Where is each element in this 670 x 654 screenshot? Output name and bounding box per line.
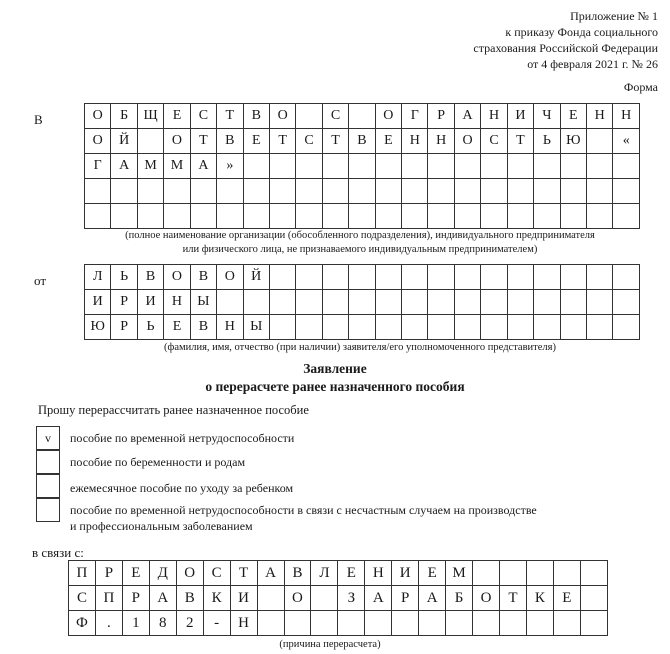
recipient-letter-cell[interactable] (587, 129, 613, 154)
recipient-grid (84, 103, 640, 229)
recipient-letter-cell[interactable] (349, 204, 375, 229)
recipient-letter-cell[interactable]: Т (190, 129, 216, 154)
recipient-letter-cell[interactable]: Й (111, 129, 137, 154)
recipient-letter-cell[interactable] (269, 179, 295, 204)
applicant-letter-cell[interactable] (375, 265, 401, 290)
recipient-letter-cell[interactable]: Е (243, 129, 269, 154)
applicant-letter-cell[interactable]: О (217, 265, 243, 290)
recipient-caption-2: или физического лица, не признаваемого индивидуальным предпринимателем) (182, 244, 538, 255)
applicant-letter-cell[interactable] (428, 315, 454, 340)
reason-letter-cell[interactable] (580, 611, 607, 636)
applicant-letter-cell[interactable]: Л (85, 265, 111, 290)
reason-letter-cell[interactable]: А (257, 561, 284, 586)
recipient-letter-cell[interactable] (481, 179, 507, 204)
reason-letter-cell[interactable]: Е (122, 561, 149, 586)
recipient-letter-cell[interactable] (375, 179, 401, 204)
reason-letter-cell[interactable] (526, 561, 553, 586)
document-title: Заявление (303, 361, 367, 376)
recipient-letter-cell[interactable]: О (164, 129, 190, 154)
recipient-letter-cell[interactable]: Е (560, 104, 586, 129)
applicant-letter-cell[interactable] (243, 290, 269, 315)
applicant-letter-cell[interactable] (454, 265, 480, 290)
applicant-letter-cell[interactable] (269, 265, 295, 290)
recipient-caption-1: (полное наименование организации (обособленного подразделения), индивидуального предпринимателя (125, 230, 595, 241)
applicant-letter-cell[interactable]: Ь (111, 265, 137, 290)
recipient-letter-cell[interactable]: Н (481, 104, 507, 129)
applicant-letter-cell[interactable] (269, 315, 295, 340)
reason-letter-cell[interactable]: И (230, 586, 257, 611)
applicant-letter-cell[interactable]: Р (111, 290, 137, 315)
applicant-letter-cell[interactable] (296, 315, 322, 340)
reason-letter-cell[interactable]: Р (122, 586, 149, 611)
recipient-letter-cell[interactable] (164, 179, 190, 204)
recipient-letter-cell[interactable] (190, 204, 216, 229)
recipient-letter-cell[interactable]: О (375, 104, 401, 129)
recipient-letter-cell[interactable] (243, 204, 269, 229)
reason-letter-cell[interactable] (419, 611, 446, 636)
applicant-letter-cell[interactable] (428, 265, 454, 290)
reason-letter-cell[interactable] (580, 561, 607, 586)
recipient-letter-cell[interactable]: Т (217, 104, 243, 129)
applicant-letter-cell[interactable] (217, 290, 243, 315)
reason-letter-cell[interactable] (553, 561, 580, 586)
recipient-letter-cell[interactable]: А (190, 154, 216, 179)
reason-letter-cell[interactable]: Б (446, 586, 473, 611)
applicant-letter-cell[interactable] (481, 265, 507, 290)
recipient-letter-cell[interactable] (111, 204, 137, 229)
reason-grid (68, 560, 608, 636)
reason-prefix: в связи с: (32, 545, 84, 560)
recipient-prefix: В (34, 112, 43, 127)
reason-letter-cell[interactable] (284, 611, 311, 636)
applicant-letter-cell[interactable] (375, 315, 401, 340)
applicant-letter-cell[interactable]: Ь (137, 315, 163, 340)
applicant-letter-cell[interactable] (428, 290, 454, 315)
applicant-letter-cell[interactable] (402, 265, 428, 290)
recipient-letter-cell[interactable]: « (613, 129, 640, 154)
recipient-letter-cell[interactable]: Г (402, 104, 428, 129)
reason-letter-cell[interactable] (473, 561, 500, 586)
request-text: Прошу перерассчитать ранее назначенное пособие (38, 403, 309, 417)
applicant-letter-cell[interactable]: Н (217, 315, 243, 340)
recipient-letter-cell[interactable] (217, 179, 243, 204)
reason-letter-cell[interactable]: Е (419, 561, 446, 586)
applicant-letter-cell[interactable]: Ы (190, 290, 216, 315)
recipient-letter-cell[interactable]: Н (587, 104, 613, 129)
benefit-checkbox-work-accident[interactable] (36, 498, 60, 522)
recipient-letter-cell[interactable] (269, 154, 295, 179)
recipient-letter-cell[interactable] (243, 154, 269, 179)
recipient-letter-cell[interactable] (322, 179, 348, 204)
benefit-checkbox-temporary-disability[interactable]: v (36, 426, 60, 450)
recipient-letter-cell[interactable]: Р (428, 104, 454, 129)
benefit-label-childcare: ежемесячное пособие по уходу за ребенком (70, 481, 294, 495)
applicant-letter-cell[interactable] (296, 265, 322, 290)
applicant-letter-cell[interactable] (269, 290, 295, 315)
reason-letter-cell[interactable]: В (284, 561, 311, 586)
recipient-letter-cell[interactable] (428, 204, 454, 229)
applicant-grid (84, 264, 640, 340)
applicant-letter-cell[interactable]: В (190, 265, 216, 290)
benefit-checkbox-maternity[interactable] (36, 450, 60, 474)
benefit-checkbox-childcare[interactable] (36, 474, 60, 498)
recipient-letter-cell[interactable] (481, 204, 507, 229)
recipient-letter-cell[interactable] (164, 204, 190, 229)
applicant-letter-cell[interactable] (534, 290, 560, 315)
reason-letter-cell[interactable]: А (365, 586, 392, 611)
reason-letter-cell[interactable]: . (95, 611, 122, 636)
reason-letter-cell[interactable]: Л (311, 561, 338, 586)
reason-letter-cell[interactable] (338, 611, 365, 636)
applicant-letter-cell[interactable] (587, 290, 613, 315)
recipient-letter-cell[interactable] (402, 204, 428, 229)
recipient-letter-cell[interactable] (190, 179, 216, 204)
recipient-letter-cell[interactable]: В (243, 104, 269, 129)
fund-line: страхования Российской Федерации (473, 41, 658, 55)
applicant-letter-cell[interactable] (349, 290, 375, 315)
reason-letter-cell[interactable] (311, 611, 338, 636)
reason-letter-cell[interactable]: П (69, 561, 96, 586)
recipient-letter-cell[interactable]: Н (402, 129, 428, 154)
recipient-letter-cell[interactable] (296, 104, 322, 129)
recipient-letter-cell[interactable]: И (507, 104, 533, 129)
recipient-letter-cell[interactable] (296, 204, 322, 229)
recipient-letter-cell[interactable]: Т (322, 129, 348, 154)
reason-letter-cell[interactable] (392, 611, 419, 636)
applicant-letter-cell[interactable] (507, 315, 533, 340)
recipient-letter-cell[interactable]: М (137, 154, 163, 179)
recipient-letter-cell[interactable]: О (269, 104, 295, 129)
applicant-letter-cell[interactable] (560, 265, 586, 290)
recipient-letter-cell[interactable] (349, 179, 375, 204)
reason-letter-cell[interactable]: 2 (176, 611, 203, 636)
reason-letter-cell[interactable]: П (95, 586, 122, 611)
recipient-letter-cell[interactable] (243, 179, 269, 204)
recipient-letter-cell[interactable]: С (296, 129, 322, 154)
applicant-letter-cell[interactable]: Е (164, 315, 190, 340)
reason-letter-cell[interactable] (580, 586, 607, 611)
recipient-letter-cell[interactable]: Т (269, 129, 295, 154)
recipient-letter-cell[interactable]: Е (164, 104, 190, 129)
recipient-letter-cell[interactable] (137, 204, 163, 229)
recipient-letter-cell[interactable]: Н (613, 104, 640, 129)
reason-letter-cell[interactable]: - (203, 611, 230, 636)
applicant-letter-cell[interactable] (587, 315, 613, 340)
recipient-letter-cell[interactable] (217, 204, 243, 229)
reason-letter-cell[interactable]: О (473, 586, 500, 611)
applicant-letter-cell[interactable]: Й (243, 265, 269, 290)
recipient-letter-cell[interactable] (613, 204, 640, 229)
reason-letter-cell[interactable]: И (392, 561, 419, 586)
recipient-letter-cell[interactable]: Ь (534, 129, 560, 154)
recipient-letter-cell[interactable]: С (190, 104, 216, 129)
reason-letter-cell[interactable]: А (419, 586, 446, 611)
recipient-letter-cell[interactable]: Ч (534, 104, 560, 129)
recipient-letter-cell[interactable]: Т (507, 129, 533, 154)
recipient-letter-cell[interactable] (560, 204, 586, 229)
recipient-letter-cell[interactable] (587, 204, 613, 229)
applicant-letter-cell[interactable] (587, 265, 613, 290)
recipient-letter-cell[interactable]: С (481, 129, 507, 154)
applicant-letter-cell[interactable] (349, 265, 375, 290)
reason-letter-cell[interactable]: С (203, 561, 230, 586)
reason-letter-cell[interactable]: Н (365, 561, 392, 586)
benefit-label-work-accident: пособие по временной нетрудоспособности в связи с несчастным случаем на производстве (70, 503, 537, 517)
recipient-letter-cell[interactable]: Н (428, 129, 454, 154)
recipient-letter-cell[interactable]: Ю (560, 129, 586, 154)
benefit-label-maternity: пособие по беременности и родам (70, 455, 246, 469)
applicant-letter-cell[interactable] (454, 290, 480, 315)
reason-letter-cell[interactable] (257, 586, 284, 611)
reason-letter-cell[interactable]: Р (95, 561, 122, 586)
recipient-letter-cell[interactable]: В (349, 129, 375, 154)
appendix-line: Приложение № 1 (570, 9, 658, 23)
applicant-letter-cell[interactable]: Р (111, 315, 137, 340)
recipient-letter-cell[interactable]: О (85, 129, 111, 154)
recipient-letter-cell[interactable] (507, 204, 533, 229)
applicant-letter-cell[interactable] (481, 315, 507, 340)
applicant-letter-cell[interactable]: Ы (243, 315, 269, 340)
reason-letter-cell[interactable] (500, 561, 527, 586)
applicant-letter-cell[interactable] (402, 315, 428, 340)
recipient-letter-cell[interactable]: » (217, 154, 243, 179)
applicant-letter-cell[interactable]: О (164, 265, 190, 290)
recipient-letter-cell[interactable] (269, 204, 295, 229)
recipient-letter-cell[interactable] (560, 179, 586, 204)
recipient-letter-cell[interactable] (322, 154, 348, 179)
applicant-prefix: от (34, 273, 47, 288)
reason-letter-cell[interactable]: А (149, 586, 176, 611)
document-subtitle: о перерасчете ранее назначенного пособия (205, 379, 465, 394)
order-line: к приказу Фонда социального (505, 25, 658, 39)
applicant-letter-cell[interactable]: В (137, 265, 163, 290)
recipient-letter-cell[interactable] (507, 154, 533, 179)
recipient-letter-cell[interactable] (137, 179, 163, 204)
date-line: от 4 февраля 2021 г. № 26 (527, 57, 658, 71)
recipient-letter-cell[interactable]: В (217, 129, 243, 154)
recipient-letter-cell[interactable] (349, 104, 375, 129)
recipient-letter-cell[interactable] (375, 204, 401, 229)
recipient-letter-cell[interactable] (137, 129, 163, 154)
reason-letter-cell[interactable]: В (176, 586, 203, 611)
reason-letter-cell[interactable]: Р (392, 586, 419, 611)
recipient-letter-cell[interactable] (111, 179, 137, 204)
reason-letter-cell[interactable] (553, 611, 580, 636)
reason-letter-cell[interactable]: 1 (122, 611, 149, 636)
recipient-letter-cell[interactable] (402, 179, 428, 204)
reason-letter-cell[interactable]: К (526, 586, 553, 611)
applicant-letter-cell[interactable] (507, 290, 533, 315)
recipient-letter-cell[interactable] (428, 154, 454, 179)
recipient-letter-cell[interactable] (587, 179, 613, 204)
applicant-letter-cell[interactable]: И (85, 290, 111, 315)
reason-letter-cell[interactable]: О (284, 586, 311, 611)
recipient-letter-cell[interactable] (454, 204, 480, 229)
reason-letter-cell[interactable] (500, 611, 527, 636)
recipient-letter-cell[interactable] (454, 154, 480, 179)
recipient-letter-cell[interactable]: Щ (137, 104, 163, 129)
reason-letter-cell[interactable] (446, 611, 473, 636)
reason-letter-cell[interactable] (311, 586, 338, 611)
recipient-letter-cell[interactable]: С (322, 104, 348, 129)
recipient-letter-cell[interactable] (296, 154, 322, 179)
reason-caption: (причина перерасчета) (279, 639, 381, 650)
reason-letter-cell[interactable]: Т (230, 561, 257, 586)
applicant-letter-cell[interactable] (613, 290, 640, 315)
recipient-letter-cell[interactable] (349, 154, 375, 179)
reason-letter-cell[interactable] (365, 611, 392, 636)
reason-letter-cell[interactable] (526, 611, 553, 636)
reason-letter-cell[interactable]: 8 (149, 611, 176, 636)
reason-letter-cell[interactable]: К (203, 586, 230, 611)
recipient-letter-cell[interactable] (560, 154, 586, 179)
recipient-letter-cell[interactable] (322, 204, 348, 229)
recipient-letter-cell[interactable] (613, 179, 640, 204)
recipient-letter-cell[interactable] (507, 179, 533, 204)
reason-letter-cell[interactable]: Ф (69, 611, 96, 636)
applicant-letter-cell[interactable]: Н (164, 290, 190, 315)
reason-letter-cell[interactable] (473, 611, 500, 636)
reason-letter-cell[interactable]: М (446, 561, 473, 586)
recipient-letter-cell[interactable] (402, 154, 428, 179)
reason-letter-cell[interactable]: О (176, 561, 203, 586)
applicant-letter-cell[interactable]: Ю (85, 315, 111, 340)
applicant-letter-cell[interactable] (534, 315, 560, 340)
applicant-letter-cell[interactable] (375, 290, 401, 315)
reason-letter-cell[interactable]: Е (338, 561, 365, 586)
applicant-letter-cell[interactable] (454, 315, 480, 340)
reason-letter-cell[interactable]: Д (149, 561, 176, 586)
applicant-letter-cell[interactable] (560, 315, 586, 340)
applicant-letter-cell[interactable] (613, 265, 640, 290)
recipient-letter-cell[interactable] (454, 179, 480, 204)
applicant-letter-cell[interactable] (613, 315, 640, 340)
applicant-letter-cell[interactable]: В (190, 315, 216, 340)
recipient-letter-cell[interactable]: Г (85, 154, 111, 179)
recipient-letter-cell[interactable] (428, 179, 454, 204)
recipient-letter-cell[interactable]: М (164, 154, 190, 179)
reason-letter-cell[interactable]: Е (553, 586, 580, 611)
applicant-letter-cell[interactable] (349, 315, 375, 340)
reason-letter-cell[interactable] (257, 611, 284, 636)
recipient-letter-cell[interactable] (296, 179, 322, 204)
recipient-letter-cell[interactable] (587, 154, 613, 179)
recipient-letter-cell[interactable]: Е (375, 129, 401, 154)
applicant-letter-cell[interactable] (322, 290, 348, 315)
recipient-letter-cell[interactable] (375, 154, 401, 179)
benefit-label-temporary-disability: пособие по временной нетрудоспособности (70, 431, 295, 445)
recipient-letter-cell[interactable]: О (85, 104, 111, 129)
reason-letter-cell[interactable]: Т (500, 586, 527, 611)
form-label: Форма (623, 80, 658, 94)
recipient-letter-cell[interactable] (534, 179, 560, 204)
benefit-label-work-accident-cont: и профессиональным заболеванием (70, 519, 253, 533)
recipient-letter-cell[interactable] (481, 154, 507, 179)
recipient-letter-cell[interactable]: А (454, 104, 480, 129)
applicant-letter-cell[interactable] (322, 315, 348, 340)
recipient-letter-cell[interactable]: Б (111, 104, 137, 129)
applicant-letter-cell[interactable] (534, 265, 560, 290)
applicant-letter-cell[interactable]: И (137, 290, 163, 315)
applicant-letter-cell[interactable] (322, 265, 348, 290)
reason-letter-cell[interactable]: Н (230, 611, 257, 636)
recipient-letter-cell[interactable] (534, 204, 560, 229)
reason-letter-cell[interactable]: З (338, 586, 365, 611)
recipient-letter-cell[interactable]: А (111, 154, 137, 179)
applicant-letter-cell[interactable] (507, 265, 533, 290)
applicant-letter-cell[interactable] (296, 290, 322, 315)
recipient-letter-cell[interactable]: О (454, 129, 480, 154)
applicant-letter-cell[interactable] (402, 290, 428, 315)
applicant-caption: (фамилия, имя, отчество (при наличии) заявителя/его уполномоченного представителя) (164, 342, 556, 353)
applicant-letter-cell[interactable] (560, 290, 586, 315)
reason-letter-cell[interactable]: С (69, 586, 96, 611)
recipient-letter-cell[interactable] (85, 204, 111, 229)
recipient-letter-cell[interactable] (85, 179, 111, 204)
recipient-letter-cell[interactable] (534, 154, 560, 179)
applicant-letter-cell[interactable] (481, 290, 507, 315)
recipient-letter-cell[interactable] (613, 154, 640, 179)
